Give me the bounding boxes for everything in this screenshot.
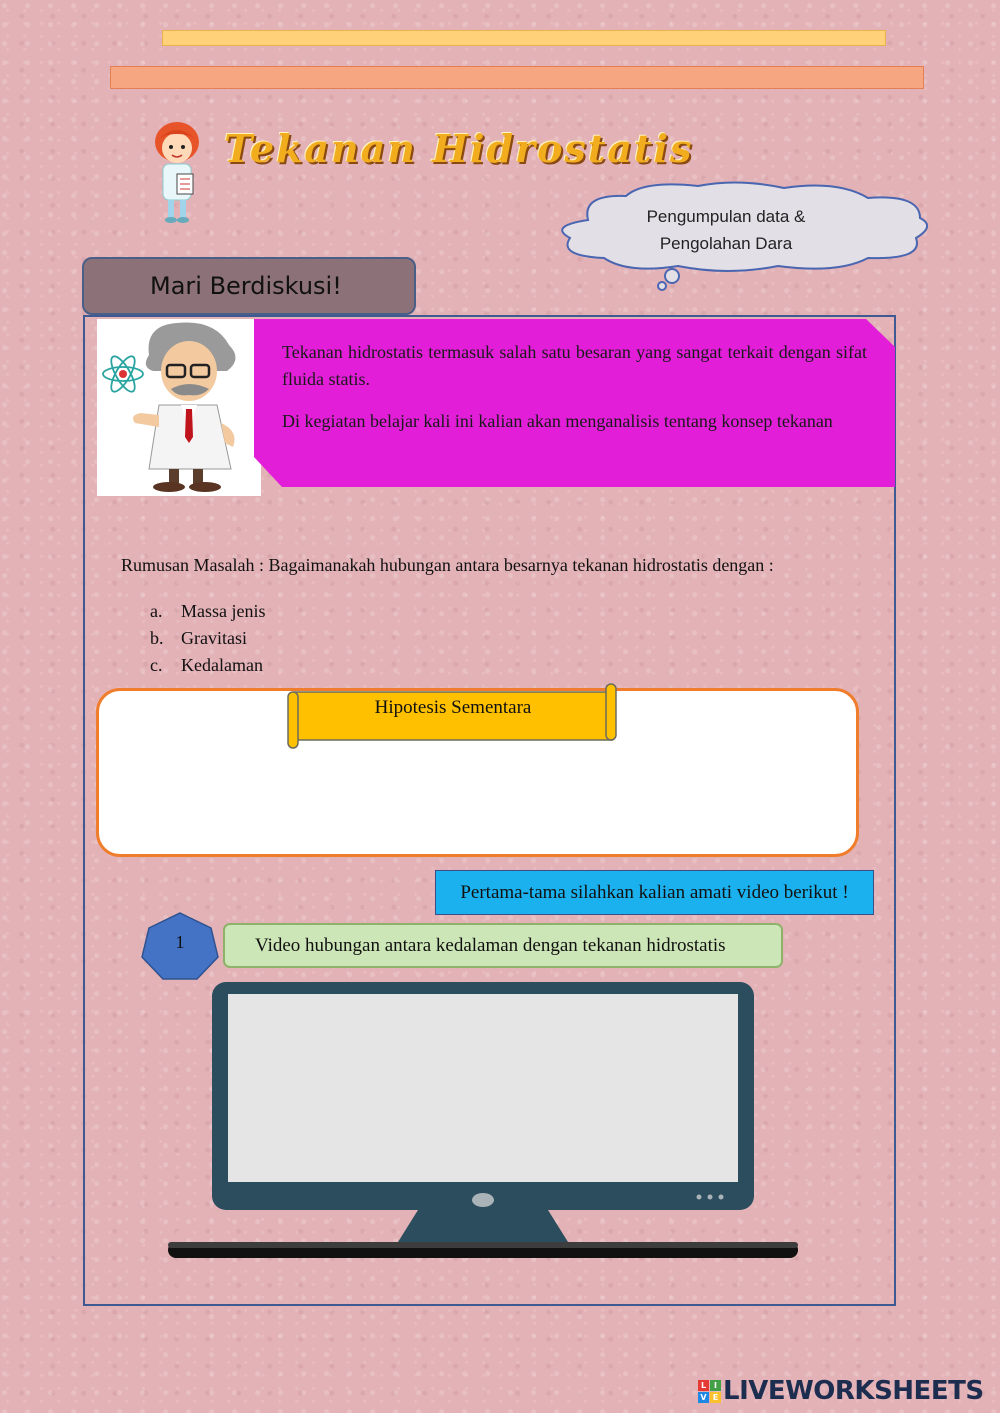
intro-paragraph-2: Di kegiatan belajar kali ini kalian akan menganalisis tentang konsep tekanan [282, 411, 833, 431]
problem-list [150, 598, 266, 679]
liveworksheets-logo [698, 1376, 984, 1406]
list-item: a. Massa jenis [150, 601, 266, 621]
top-yellow-bar [162, 30, 886, 46]
list-item: c. Kedalaman [150, 655, 263, 675]
intro-paragraph-1: Tekanan hidrostatis termasuk salah satu besaran yang sangat terkait dengan sifat fluida statis. [282, 342, 867, 389]
video-number: 1 [175, 932, 185, 952]
video-label: Video hubungan antara kedalaman dengan tekanan hidrostatis [223, 923, 783, 968]
girl-scientist-icon [146, 120, 208, 224]
video-monitor[interactable] [166, 980, 800, 1265]
professor-scientist-icon [97, 319, 261, 496]
instruction-banner: Pertama-tama silahkan kalian amati video berikut ! [435, 870, 874, 915]
cloud-text [600, 203, 852, 257]
page-title: Tekanan Hidrostatis [224, 126, 694, 171]
problem-statement: Rumusan Masalah : Bagaimanakah hubungan antara besarnya tekanan hidrostatis dengan : [121, 555, 774, 575]
hypothesis-label: Hipotesis Sementara [374, 697, 532, 718]
logo-grid-icon: L I V E [698, 1380, 721, 1403]
intro-text [282, 339, 867, 450]
cloud-line-2: Pengolahan Dara [659, 234, 793, 253]
list-item: b. Gravitasi [150, 628, 247, 648]
discussion-heading: Mari Berdiskusi! [82, 257, 416, 315]
cloud-line-1: Pengumpulan data & [646, 207, 806, 226]
top-orange-bar [110, 66, 924, 89]
brand-name: LIVEWORKSHEETS [723, 1376, 984, 1406]
